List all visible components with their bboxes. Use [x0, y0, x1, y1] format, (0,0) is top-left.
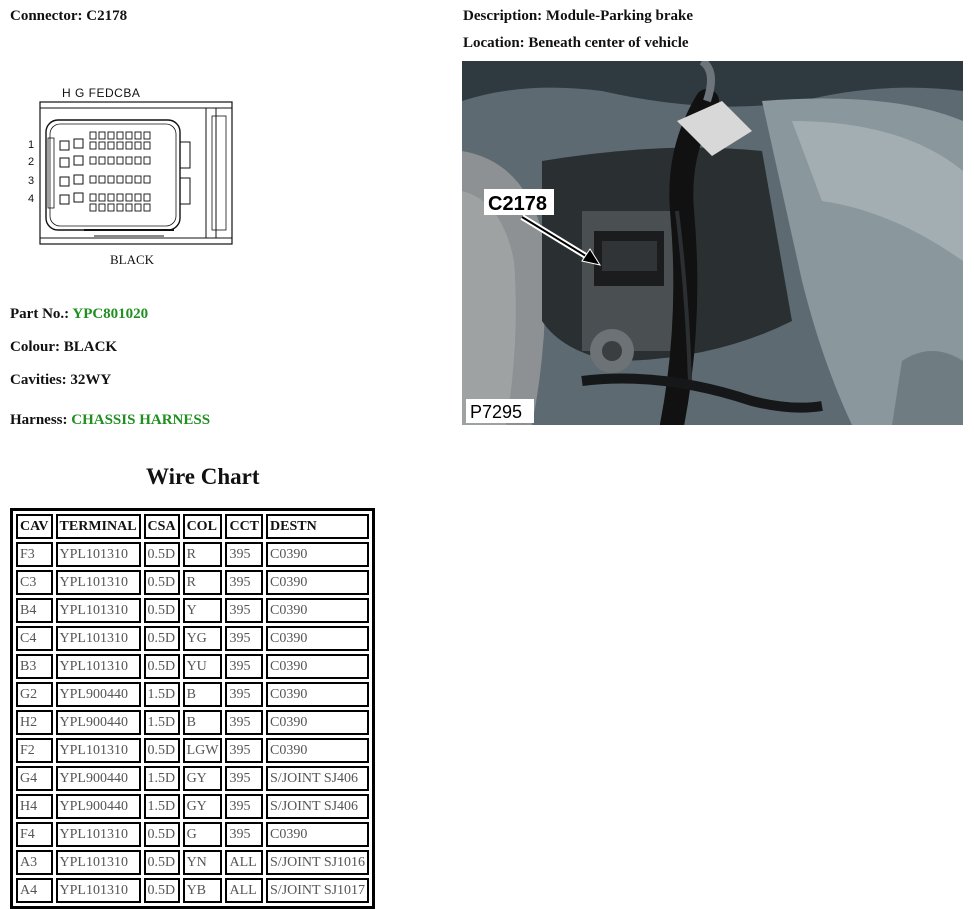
column-letters: H G FEDCBA: [62, 86, 141, 100]
table-row: [16, 794, 369, 819]
cell-destn: S/JOINT SJ406: [266, 794, 369, 819]
cavities-line: [10, 372, 111, 389]
row-number-4: 4: [28, 193, 35, 205]
cell-terminal: YPL101310: [56, 570, 141, 595]
colour-line: [10, 339, 117, 356]
cell-destn: C0390: [266, 570, 369, 595]
wire-table-header-csa: CSA: [144, 514, 180, 539]
cell-cav: H4: [16, 794, 53, 819]
table-row: [16, 878, 369, 903]
cell-col: YG: [183, 626, 223, 651]
wire-chart-table: [10, 508, 375, 909]
cell-destn: S/JOINT SJ1016: [266, 850, 369, 875]
cell-col: R: [183, 570, 223, 595]
wire-table-body: [16, 542, 369, 903]
wire-table-header-cct: CCT: [225, 514, 263, 539]
cell-cct: 395: [225, 738, 263, 763]
cell-cct: 395: [225, 542, 263, 567]
cell-csa: 0.5D: [144, 850, 180, 875]
connector-line: [10, 8, 127, 25]
table-row: [16, 822, 369, 847]
table-row: [16, 626, 369, 651]
table-row: [16, 682, 369, 707]
table-row: [16, 766, 369, 791]
cell-terminal: YPL101310: [56, 626, 141, 651]
cell-cct: 395: [225, 710, 263, 735]
wire-table-header-cav: CAV: [16, 514, 53, 539]
cell-csa: 0.5D: [144, 542, 180, 567]
photo-figure-id: P7295: [470, 402, 523, 422]
table-row: [16, 598, 369, 623]
cell-destn: C0390: [266, 682, 369, 707]
table-row: [16, 850, 369, 875]
cell-destn: S/JOINT SJ406: [266, 766, 369, 791]
cell-destn: C0390: [266, 542, 369, 567]
location-photo: [462, 61, 963, 425]
wire-table-header-destn: DESTN: [266, 514, 369, 539]
diagram-color-label: BLACK: [110, 252, 155, 267]
cell-cct: ALL: [225, 878, 263, 903]
cell-cav: B4: [16, 598, 53, 623]
cell-col: B: [183, 682, 223, 707]
cell-cav: F3: [16, 542, 53, 567]
cell-cct: 395: [225, 822, 263, 847]
cell-cav: F2: [16, 738, 53, 763]
table-row: [16, 570, 369, 595]
colour-label: Colour:: [10, 339, 60, 355]
cell-col: LGW: [183, 738, 223, 763]
colour-value: BLACK: [63, 339, 118, 355]
description-label: Description:: [463, 8, 543, 24]
description-value: Module-Parking brake: [545, 8, 693, 24]
location-label: Location:: [463, 35, 525, 51]
part-no-line: [10, 306, 148, 323]
cell-cav: A3: [16, 850, 53, 875]
cell-cct: 395: [225, 626, 263, 651]
part-no-label: Part No.:: [10, 306, 70, 322]
cell-csa: 0.5D: [144, 626, 180, 651]
cell-terminal: YPL101310: [56, 878, 141, 903]
cell-col: R: [183, 542, 223, 567]
cell-cav: G2: [16, 682, 53, 707]
cell-col: YB: [183, 878, 223, 903]
wire-chart-title: Wire Chart: [146, 464, 260, 489]
cell-terminal: YPL101310: [56, 598, 141, 623]
cell-destn: C0390: [266, 598, 369, 623]
cell-cct: 395: [225, 766, 263, 791]
cell-col: YN: [183, 850, 223, 875]
wire-table-header-row: [16, 514, 369, 539]
cell-cct: 395: [225, 794, 263, 819]
cell-terminal: YPL101310: [56, 654, 141, 679]
cell-cav: A4: [16, 878, 53, 903]
cell-col: B: [183, 710, 223, 735]
row-number-1: 1: [28, 139, 35, 151]
cavities-value: 32WY: [70, 372, 112, 388]
cell-col: YU: [183, 654, 223, 679]
cell-cav: B3: [16, 654, 53, 679]
table-row: [16, 710, 369, 735]
connector-label: Connector:: [10, 8, 83, 24]
cell-col: Y: [183, 598, 223, 623]
cell-cav: C4: [16, 626, 53, 651]
cell-csa: 1.5D: [144, 682, 180, 707]
cell-col: GY: [183, 794, 223, 819]
cell-csa: 1.5D: [144, 794, 180, 819]
part-no-value: YPC801020: [72, 306, 149, 322]
cell-cav: C3: [16, 570, 53, 595]
cell-csa: 0.5D: [144, 878, 180, 903]
cell-destn: C0390: [266, 738, 369, 763]
cell-destn: C0390: [266, 822, 369, 847]
cell-csa: 1.5D: [144, 766, 180, 791]
cell-terminal: YPL900440: [56, 710, 141, 735]
cell-cct: ALL: [225, 850, 263, 875]
cell-terminal: YPL900440: [56, 794, 141, 819]
cell-cav: G4: [16, 766, 53, 791]
cell-destn: C0390: [266, 654, 369, 679]
cell-terminal: YPL101310: [56, 850, 141, 875]
cell-csa: 0.5D: [144, 654, 180, 679]
cell-csa: 0.5D: [144, 598, 180, 623]
table-row: [16, 542, 369, 567]
connector-face-diagram: [24, 82, 238, 270]
row-number-3: 3: [28, 175, 35, 187]
cell-cct: 395: [225, 654, 263, 679]
cell-csa: 0.5D: [144, 822, 180, 847]
location-value: Beneath center of vehicle: [528, 35, 689, 51]
wire-table-header-terminal: TERMINAL: [56, 514, 141, 539]
harness-value: CHASSIS HARNESS: [71, 412, 211, 428]
cell-destn: C0390: [266, 710, 369, 735]
photo-callout-label: C2178: [488, 193, 547, 215]
cell-terminal: YPL101310: [56, 542, 141, 567]
cell-destn: S/JOINT SJ1017: [266, 878, 369, 903]
connector-value: C2178: [86, 8, 128, 24]
table-row: [16, 738, 369, 763]
cell-cav: H2: [16, 710, 53, 735]
cell-terminal: YPL101310: [56, 822, 141, 847]
harness-label: Harness:: [10, 412, 68, 428]
cell-terminal: YPL900440: [56, 766, 141, 791]
table-row: [16, 654, 369, 679]
cell-cav: F4: [16, 822, 53, 847]
cell-csa: 0.5D: [144, 570, 180, 595]
cell-terminal: YPL101310: [56, 738, 141, 763]
cell-col: GY: [183, 766, 223, 791]
cell-csa: 1.5D: [144, 710, 180, 735]
cell-csa: 0.5D: [144, 738, 180, 763]
cell-cct: 395: [225, 682, 263, 707]
wire-table-header-col: COL: [183, 514, 223, 539]
harness-line: [10, 412, 210, 429]
cell-cct: 395: [225, 570, 263, 595]
cavities-label: Cavities:: [10, 372, 67, 388]
row-number-2: 2: [28, 156, 35, 168]
cell-cct: 395: [225, 598, 263, 623]
cell-terminal: YPL900440: [56, 682, 141, 707]
cell-col: G: [183, 822, 223, 847]
location-line: [463, 35, 689, 52]
description-line: [463, 8, 693, 25]
cell-destn: C0390: [266, 626, 369, 651]
